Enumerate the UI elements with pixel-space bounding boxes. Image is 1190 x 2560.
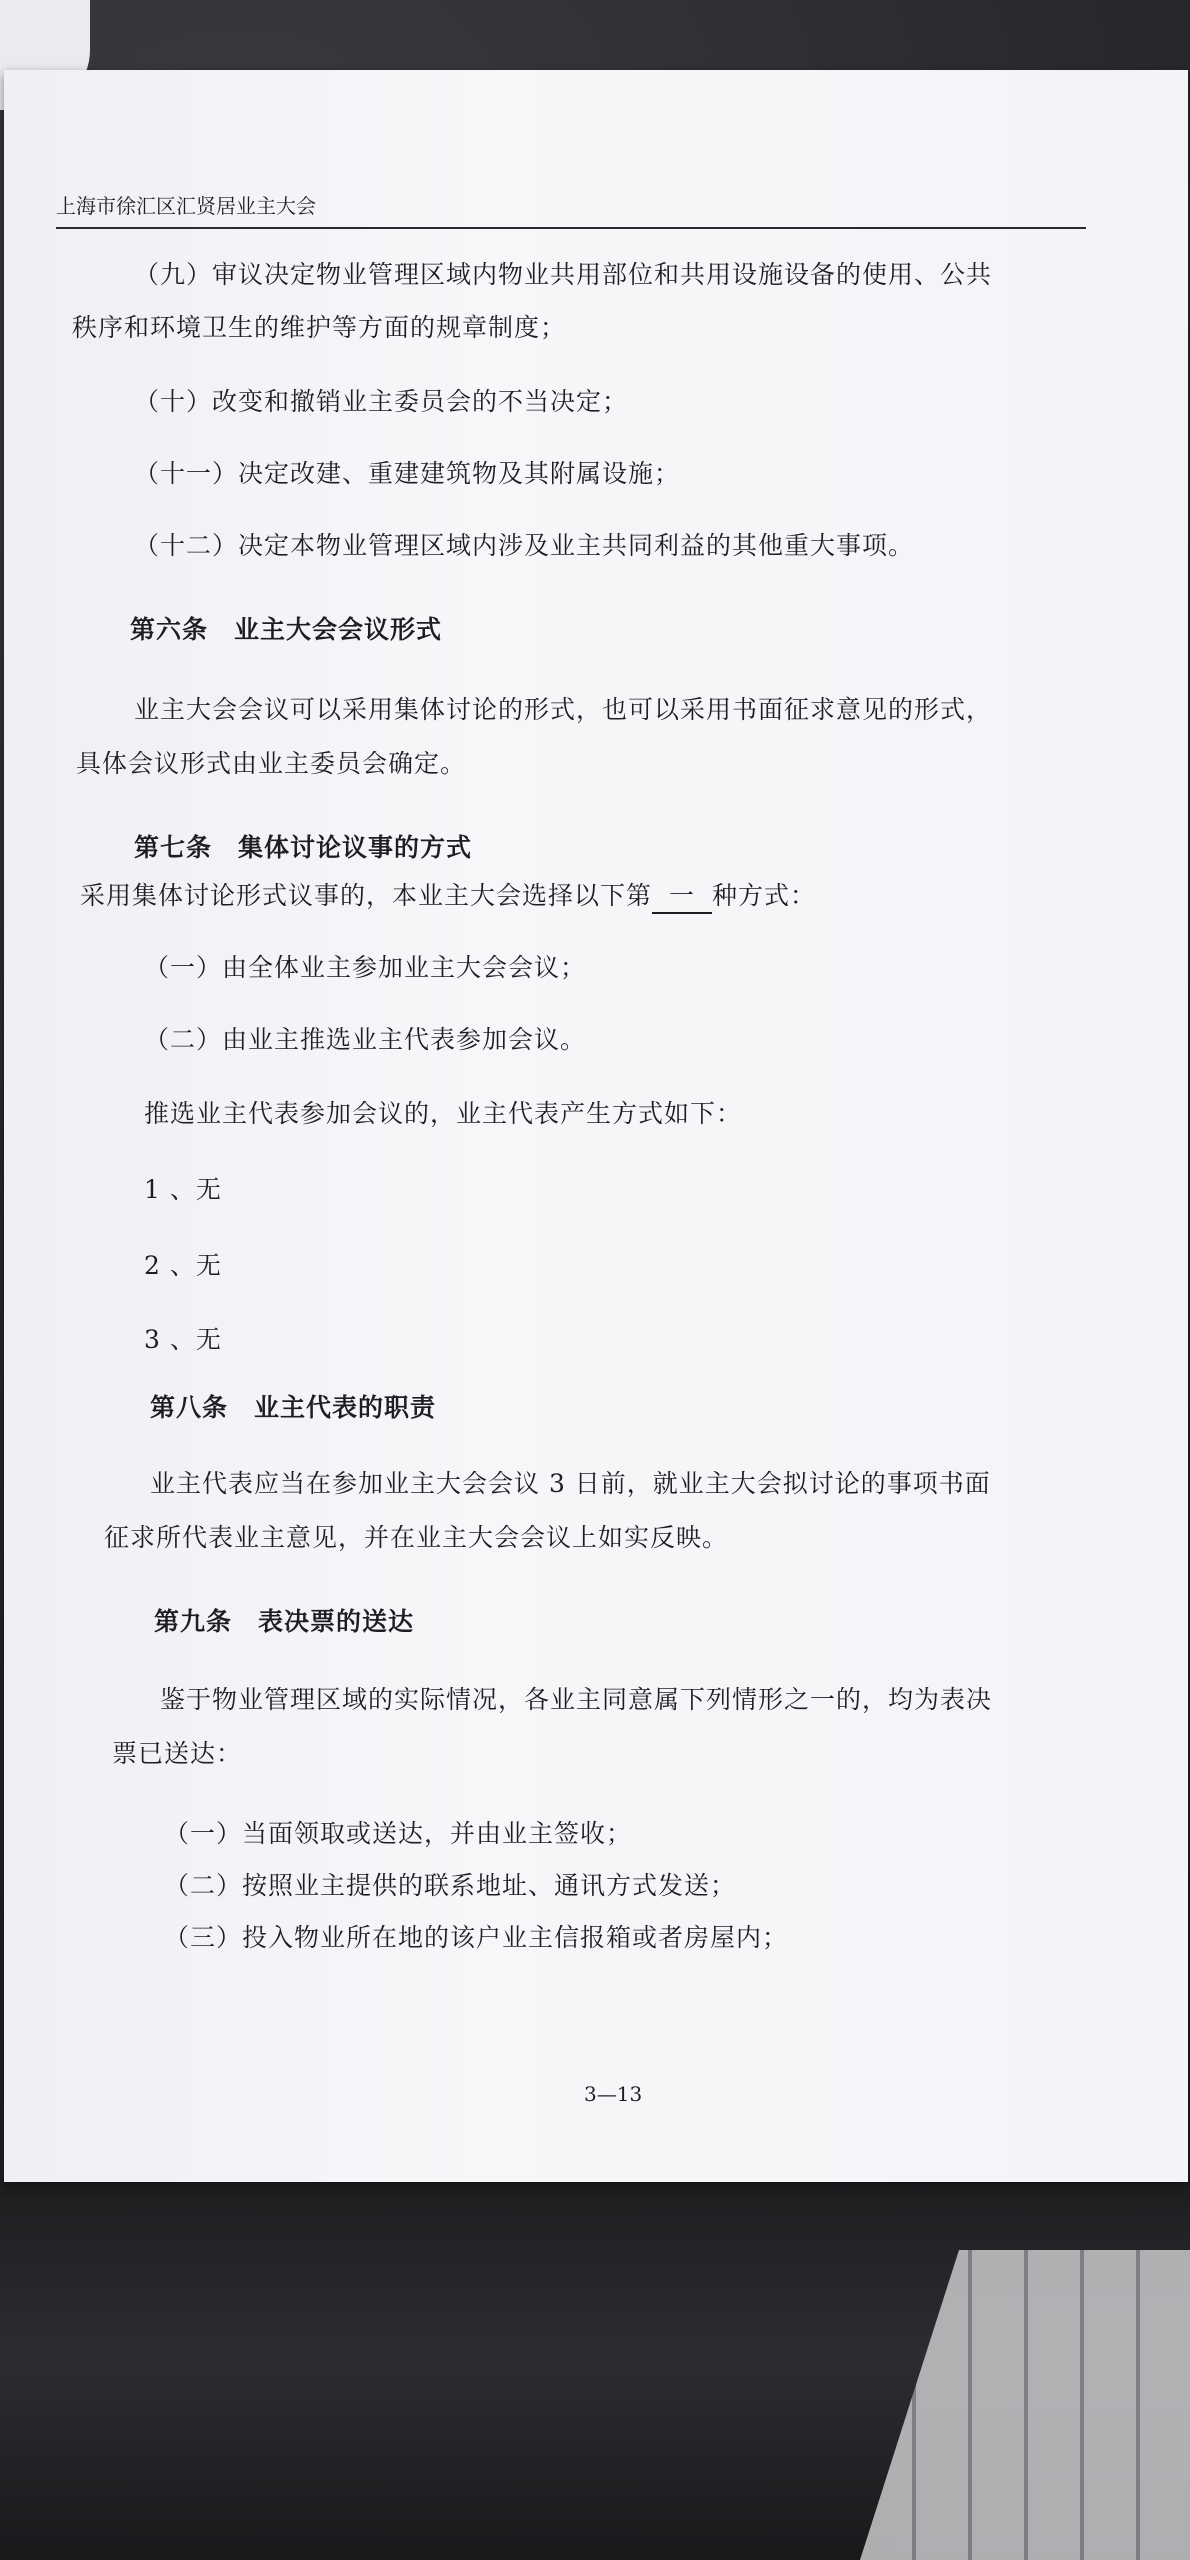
choice-blank: 一 bbox=[652, 876, 712, 914]
page-number: 3—13 bbox=[584, 2082, 643, 2106]
clause-12: （十二）决定本物业管理区域内涉及业主共同利益的其他重大事项。 bbox=[134, 531, 915, 560]
article-8-title: 第八条 业主代表的职责 bbox=[150, 1393, 437, 1422]
article-6-title: 第六条 业主大会会议形式 bbox=[130, 615, 443, 644]
option-1: （一）由全体业主参加业主大会会议； bbox=[144, 953, 587, 982]
representative-method: 推选业主代表参加会议的，业主代表产生方式如下： bbox=[144, 1099, 743, 1128]
clause-10: （十）改变和撤销业主委员会的不当决定； bbox=[134, 387, 629, 416]
page-header: 上海市徐汇区汇贤居业主大会 bbox=[56, 190, 1086, 229]
article-8-text-2: 征求所代表业主意见，并在业主大会会议上如实反映。 bbox=[104, 1523, 729, 1552]
article-9-title: 第九条 表决票的送达 bbox=[154, 1607, 415, 1636]
delivery-3: （三）投入物业所在地的该户业主信报箱或者房屋内； bbox=[164, 1923, 789, 1952]
method-item-3: 3 、无 bbox=[144, 1325, 222, 1354]
article-7-text-part-2: 种方式： bbox=[712, 881, 817, 910]
option-2: （二）由业主推选业主代表参加会议。 bbox=[144, 1025, 587, 1054]
clause-11: （十一）决定改建、重建建筑物及其附属设施； bbox=[134, 459, 681, 488]
delivery-2: （二）按照业主提供的联系地址、通讯方式发送； bbox=[164, 1871, 737, 1900]
method-item-2: 2 、无 bbox=[144, 1251, 222, 1280]
clause-9-line-1: （九）审议决定物业管理区域内物业共用部位和共用设施设备的使用、公共 bbox=[134, 260, 993, 289]
clause-9-line-2: 秩序和环境卫生的维护等方面的规章制度； bbox=[72, 313, 567, 342]
delivery-1: （一）当面领取或送达，并由业主签收； bbox=[164, 1819, 633, 1848]
article-6-text-1: 业主大会会议可以采用集体讨论的形式，也可以采用书面征求意见的形式， bbox=[134, 695, 993, 724]
method-item-1: 1 、无 bbox=[144, 1175, 222, 1204]
article-9-text-2: 票已送达： bbox=[112, 1739, 243, 1768]
article-7-text bbox=[80, 876, 816, 914]
article-8-text-1: 业主代表应当在参加业主大会会议 3 日前，就业主大会拟讨论的事项书面 bbox=[150, 1469, 991, 1498]
article-9-text-1: 鉴于物业管理区域的实际情况，各业主同意属下列情形之一的，均为表决 bbox=[160, 1685, 993, 1714]
article-7-text-part-1: 采用集体讨论形式议事的，本业主大会选择以下第 bbox=[80, 881, 653, 910]
document-page bbox=[4, 70, 1188, 2182]
article-6-text-2: 具体会议形式由业主委员会确定。 bbox=[76, 749, 467, 778]
article-7-title: 第七条 集体讨论议事的方式 bbox=[134, 833, 473, 862]
